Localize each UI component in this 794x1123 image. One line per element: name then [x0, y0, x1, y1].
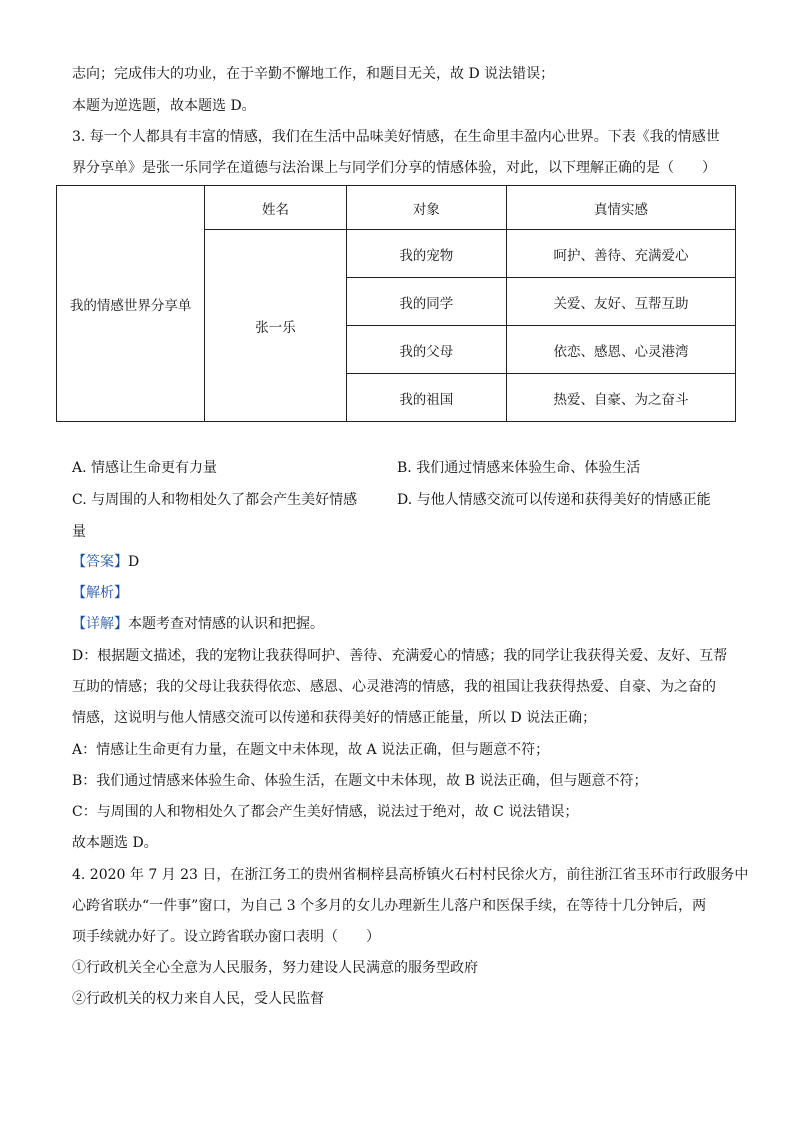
option-d: D. 与他人情感交流可以传递和获得美好的情感正能: [397, 492, 711, 508]
detail-label: 【详解】: [72, 616, 128, 632]
table-header-name: 姓名: [205, 186, 346, 230]
table-object-cell: 我的祖国: [346, 374, 506, 422]
question-4-item-2: ②行政机关的权力来自人民，受人民监督: [72, 991, 324, 1007]
table-object-cell: 我的父母: [346, 326, 506, 374]
detail-a-text: A：情感让生命更有力量，在题文中未体现，故 A 说法正确，但与题意不符；: [72, 742, 550, 758]
option-a: A. 情感让生命更有力量: [72, 460, 218, 476]
option-b: B. 我们通过情感来体验生命、体验生活: [397, 460, 641, 476]
option-d-continuation: 量: [72, 524, 86, 540]
detail-conclusion: 故本题选 D。: [72, 835, 158, 851]
table-object-cell: 我的宠物: [346, 230, 506, 278]
text-line: 本题为逆选题，故本题选 D。: [72, 98, 256, 114]
question-4-item-1: ①行政机关全心全意为人民服务，努力建设人民满意的服务型政府: [72, 960, 478, 976]
text-line: 志向；完成伟大的功业，在于辛勤不懈地工作，和题目无关，故 D 说法错误；: [72, 66, 555, 82]
option-c: C. 与周围的人和物相处久了都会产生美好情感: [72, 492, 358, 508]
question-3-stem: 界分享单》是张一乐同学在道德与法治课上与同学们分享的情感体验，对此，以下理解正确的是（ ）: [72, 160, 716, 176]
question-4-stem: 项手续就办好了。设立跨省联办窗口表明（ ）: [72, 929, 380, 945]
detail-intro: 本题考查对情感的认识和把握。: [128, 616, 324, 632]
table-header-object: 对象: [346, 186, 506, 230]
question-4-stem: 心跨省联办“一件事”窗口，为自己 3 个多月的女儿办理新生儿落户和医保手续，在等待十几分钟后，两: [72, 898, 707, 914]
table-object-cell: 我的同学: [346, 278, 506, 326]
table-feeling-cell: 热爱、自豪、为之奋斗: [506, 374, 735, 422]
analysis-label: 【解析】: [72, 585, 128, 601]
table-header-feeling: 真情实感: [506, 186, 735, 230]
question-3-stem: 3. 每一个人都具有丰富的情感，我们在生活中品味美好情感，在生命里丰盈内心世界。下表《我的情感世: [72, 129, 720, 145]
analysis-line: [72, 583, 128, 603]
table-feeling-cell: 依恋、感恩、心灵港湾: [506, 326, 735, 374]
question-4-stem: 4. 2020 年 7 月 23 日，在浙江务工的贵州省桐梓县高桥镇火石村村民徐火方，前往浙江省玉环市行政服务中: [72, 867, 749, 883]
detail-d-text: 情感，这说明与他人情感交流可以传递和获得美好的情感正能量，所以 D 说法正确；: [72, 710, 597, 726]
answer-line: [72, 552, 139, 572]
table-feeling-cell: 关爱、友好、互帮互助: [506, 278, 735, 326]
table-feeling-cell: 呵护、善待、充满爱心: [506, 230, 735, 278]
emotion-share-table: [56, 185, 736, 422]
table-title-cell: 我的情感世界分享单: [57, 186, 205, 422]
table-name-cell: 张一乐: [205, 230, 346, 422]
answer-label: 【答案】: [72, 554, 128, 570]
answer-value: D: [128, 554, 140, 570]
detail-line: [72, 614, 324, 634]
detail-d-text: D：根据题文描述，我的宠物让我获得呵护、善待、充满爱心的情感；我的同学让我获得关爱、友好、互帮: [72, 648, 728, 664]
detail-c-text: C：与周围的人和物相处久了都会产生美好情感，说法过于绝对，故 C 说法错误；: [72, 804, 579, 820]
detail-b-text: B：我们通过情感来体验生命、体验生活，在题文中未体现，故 B 说法正确，但与题意不符；: [72, 773, 648, 789]
detail-d-text: 互助的情感；我的父母让我获得依恋、感恩、心灵港湾的情感，我的祖国让我获得热爱、自豪、为之奋的: [72, 679, 716, 695]
